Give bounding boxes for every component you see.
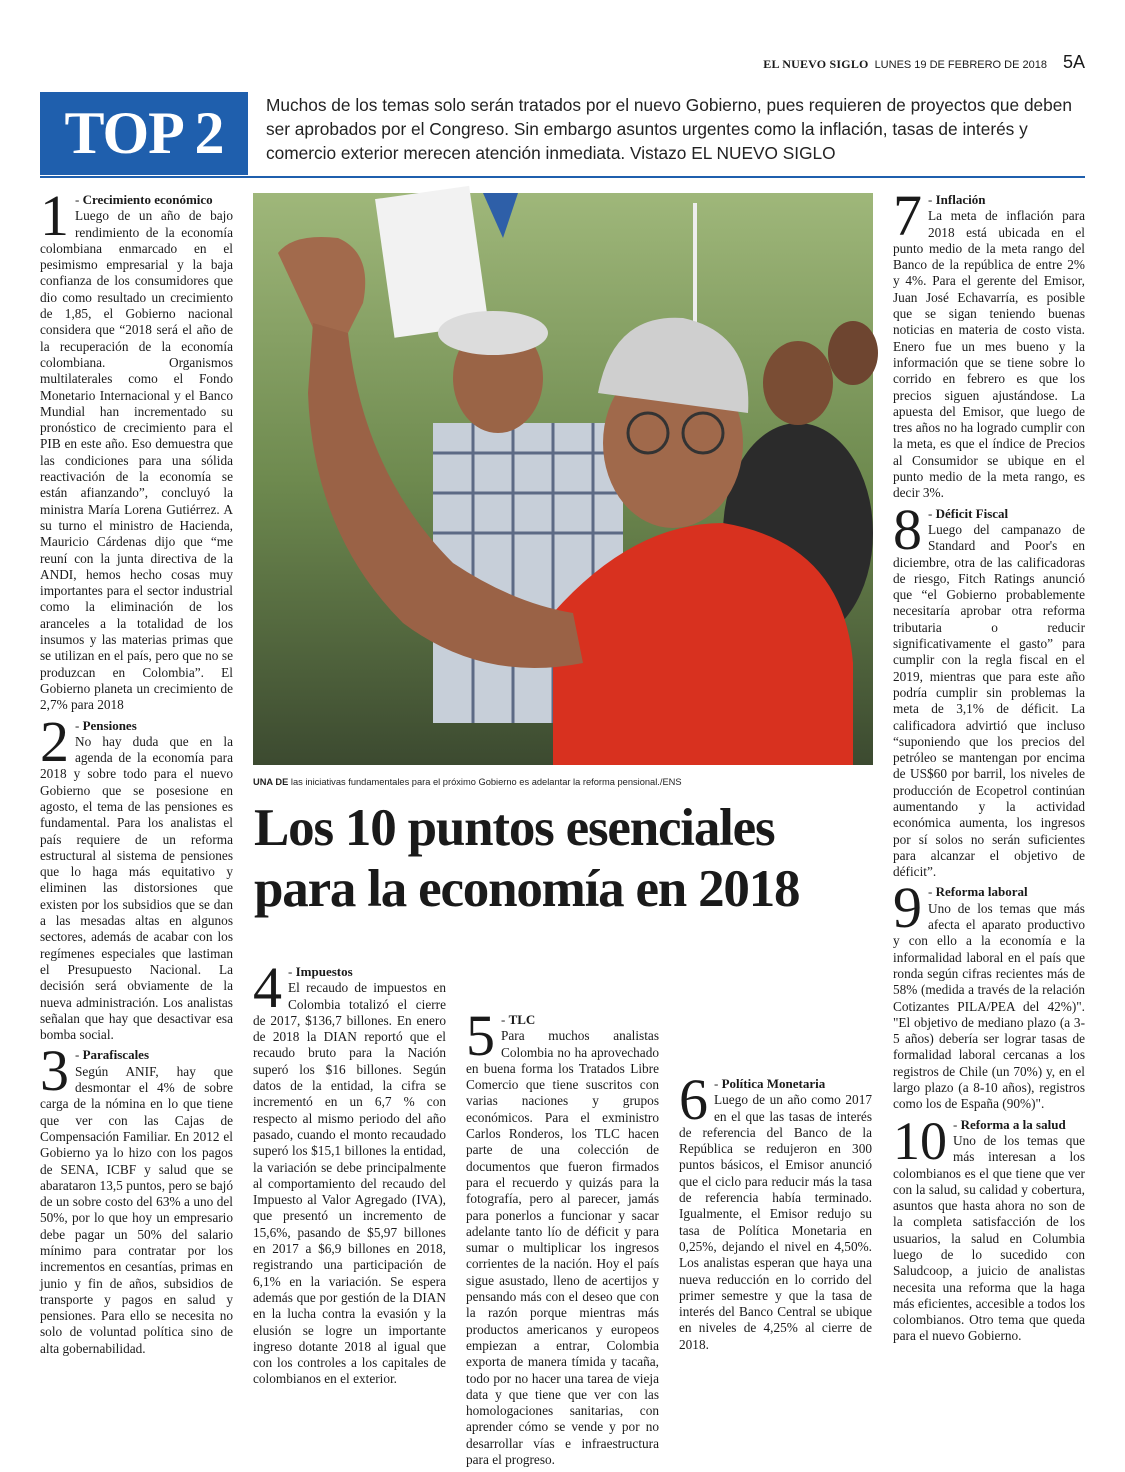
item-text: Uno de los temas que más interesan a los colombianos es el que tiene que ver con la salud, su calidad y cobertura, asuntos que hasta ahora no son de la completa satisfacción de los usuarios, la salud en Columbia luego de lo sucedido con Saludcoop, a juicio de analistas necesita una reforma que la haga más eficientes, accesible a todos los colombianos. Otro tema que queda para el nuevo Gobierno. (893, 1132, 1085, 1344)
item-title: - Reforma a la salud (893, 1117, 1085, 1133)
newspaper-name: EL NUEVO SIGLO (763, 57, 869, 71)
item-9 (893, 875, 1085, 1112)
top-badge (40, 92, 248, 175)
issue-date: LUNES 19 DE FEBRERO DE 2018 (874, 59, 1047, 71)
item-title: - TLC (466, 1012, 659, 1028)
column-right (893, 183, 1085, 1349)
item-3 (40, 1038, 233, 1357)
intro-text: Muchos de los temas solo serán tratados por el nuevo Gobierno, pues requieren de proyectos que deben ser aprobados por el Congreso. Sin embargo asuntos urgentes como la inflación, tasas de interés y comercio exterior merecen atención inmediata. Vistazo EL NUEVO SIGLO (266, 95, 1072, 163)
item-number: 2 (40, 708, 69, 774)
item-text: Según ANIF, hay que desmontar el 4% de sobre carga de la nómina en lo que tiene que ver con las Cajas de Compensación Familiar. En 2012 el Gobierno ya lo hizo con los pagos de SENA, ICBF y salud que se abarataron 13,5 puntos, pero se bajó de un sobre costo del 63% a uno del 50%, por lo que hoy un empresario debe pagar un 50% del salario mínimo para contratar por los incrementos en cesantías, primas en junio y fin de años, subsidios de transporte y pagos en salud y pensiones. Para ello se necesita no solo de voluntad política sino de alta gobernabilidad. (40, 1063, 233, 1356)
item-text: Para muchos analistas Colombia no ha aprovechado en buena forma los Tratados Libre Comercio que tiene suscritos con varias naciones y grupos económicos. Para el exministro Carlos Ronderos, los TLC hacen parte de una colección de documentos que fueron firmados para el recuerdo y quizás para la fotografía, pero al parecer, jamás para ponerlos a funcionar y sacar adelante tanto lío de déficit y para sumar o multiplicar los ingresos corrientes de la nación. Hoy el país sigue asustado, lleno de acertijos y pensando más con el deseo que con la razón porque mientras más productos americanos y europeos empiezan a entrar, Colombia exporta de manera tímida y tacaña, todo por no hacer una tarea de vieja data y que tiene que ver con las homologaciones sanitarias, con aprender cómo se vende y por no desarrollar vías e infraestructura para el progreso. (466, 1028, 659, 1468)
page-number: 5A (1062, 52, 1085, 72)
item-text: Luego del campanazo de Standard and Poor's en diciembre, otra de las calificadoras de riesgo, Fitch Ratings anunció que “el Gobierno probablemente necesitaría aprobar otra reforma tributaria o reducir significativamente el gasto” para cumplir con la regla fiscal en el 2019, mientras que para este año podría cumplir sin problemas la meta de 3,1% de déficit. La calificadora advirtió que incluso “suponiendo que los precios del petróleo se mantengan por encima de US$60 por barril, los niveles de producción de Ecopetrol continúan aumentando y la actividad económica aumenta, los ingresos por sí solos no serán suficientes para alcanzar el objetivo de déficit”. (893, 521, 1085, 880)
item-number: 5 (466, 1003, 495, 1068)
item-1 (40, 183, 233, 714)
item-title: - Reforma laboral (893, 884, 1085, 900)
caption-lead: UNA DE (253, 777, 289, 787)
masthead (763, 52, 1085, 73)
column-middle-right (679, 1067, 872, 1357)
item-title: - Déficit Fiscal (893, 506, 1085, 522)
photo-caption (253, 777, 873, 787)
photo-illustration (253, 193, 873, 765)
item-title: - Política Monetaria (679, 1076, 872, 1092)
item-number: 9 (893, 875, 922, 941)
item-4 (253, 955, 446, 1388)
item-text: Luego de un año de bajo rendimiento de la economía colombiana enmarcado en el pesimismo empresarial y la baja confianza de los consumidores que dio como resultado un crecimiento de 1,85, el Gobierno nacional considera que “2018 será el año de la recuperación de la economía colombiana. Organismos multilaterales como el Fondo Monetario Internacional y el Banco Mundial han incrementado su pronóstico de crecimiento para el PIB en este año. Eso demuestra que las condiciones para una sólida reactivación de la economía se están afianzando”, concluyó la ministra María Lorena Gutiérrez. A su turno el ministro de Hacienda, Mauricio Cárdenas dijo que “me reuní con la junta directiva de la ANDI, hemos hecho cosas muy importantes para el sector industrial como la eliminación de los aranceles a la totalidad de los insumos y las materias primas que se utilizan en el país, pero que no se produzcan en Colombia”. El Gobierno planeta un crecimiento de 2,7% para 2018 (40, 208, 233, 713)
item-number: 6 (679, 1067, 708, 1132)
item-number: 8 (893, 496, 922, 562)
item-text: Luego de un año como 2017 en el que las tasas de interés de referencia del Banco de la República se redujeron en 300 puntos básicos, el Emisor anunció que el ciclo para reducir más la tasa de referencia había terminado. Igualmente, el Emisor redujo su tasa de Política Monetaria en 0,25%, dejando el nivel en 4,50%. Los analistas esperan que haya una nueva reducción en lo corrido del primer semestre y que la tasa de interés del Banco Central se ubique en niveles de 4,25% al cierre de 2018. (679, 1092, 872, 1352)
item-title: - Impuestos (253, 964, 446, 980)
item-text: No hay duda que en la agenda de la economía para 2018 y sobre todo para el nuevo Gobierno que se posesione en agosto, el tema de las pensiones es fundamental. Para los analistas el país requiere de un reforma estructural al sistema de pensiones que lo haga más equitativo y eliminen las distorsiones que existen por los subsidios que se dan a las mesadas altas en algunos sectores, además de acabar con los regímenes especiales que lastiman el Presupuesto Nacional. La decisión será obviamente de la nueva administración. Los analistas señalan que hay que desactivar esa bomba social. (40, 733, 233, 1043)
item-10 (893, 1110, 1085, 1345)
item-text: El recaudo de impuestos en Colombia totalizó el cierre de 2017, $136,7 billones. En enero de 2018 la DIAN reportó que el recaudo bruto para la Nación superó los $16 billones. Según datos de la entidad, la cifra se incrementó en un 6,7 % con respecto al mismo periodo del año pasado, cuando el monto recaudado superó los $15,1 billones la entidad, la variación se debe principalmente al comportamiento del recaudo del Impuesto al Valor Agregado (IVA), que presentó un incremento de 15,6%, pasando de $5,97 billones en 2017 a $6,9 billones en 2018, registrando una participación de 6,1% en la variación. Se espera además que por gestión de la DIAN en la lucha contra la evasión y la elusión se logre un importante ingreso dotante 2018 al igual que con los controles a los capitales de colombianos en el exterior. (253, 980, 446, 1387)
top-badge-label: TOP 2 (64, 100, 224, 166)
item-number: 4 (253, 955, 282, 1020)
column-middle (466, 1003, 659, 1472)
item-number: 7 (893, 183, 922, 248)
item-5 (466, 1003, 659, 1468)
protest-photo (253, 193, 873, 765)
column-left (40, 183, 233, 1361)
item-number: 1 (40, 183, 69, 248)
item-text: La meta de inflación para 2018 está ubicada en el punto medio de la meta rango del Banco de la república de entre 2% y 4%. Para el gerente del Emisor, Juan José Echavarría, es posible que se sigan teniendo buenas noticias en materia de costo vista. Enero fue un mes bueno y la información que se tiene sobre lo corrido en febrero es que los precios siguen ajustándose. La apuesta del Emisor, que luego de tres años no ha logrado cumplir con la meta, es que el índice de Precios al Consumidor se ubique en el punto medio de la meta rango, es decir 3%. (893, 208, 1085, 501)
item-2 (40, 708, 233, 1044)
intro-divider (40, 176, 1085, 178)
item-title: - Inflación (893, 192, 1085, 208)
item-number: 10 (893, 1110, 947, 1171)
item-title: - Pensiones (40, 718, 233, 734)
item-7 (893, 183, 1085, 502)
item-text: Uno de los temas que más afecta el aparato productivo y con ello a la economía e la informalidad laboral en el país que ronda según cifras recientes más de 58% (medida a través de la relación Cotizantes PILA/PEA del 42%)". "El objetivo de mediano plazo (a 3-5 años) debería ser lograr tasas de formalidad laboral cercanas a los registros de Chile (un 70%) y, en el largo plazo (a 8-10 años), registros como los de España (90%)". (893, 900, 1085, 1112)
item-title: - Parafiscales (40, 1047, 233, 1063)
item-number: 3 (40, 1038, 69, 1104)
column-middle-left (253, 955, 446, 1392)
item-8 (893, 496, 1085, 881)
article-headline: Los 10 puntos esenciales para la economía en 2018 (254, 799, 800, 918)
item-6 (679, 1067, 872, 1353)
item-title: - Crecimiento económico (40, 192, 233, 208)
caption-text: las iniciativas fundamentales para el próximo Gobierno es adelantar la reforma pensional./ENS (288, 777, 682, 787)
